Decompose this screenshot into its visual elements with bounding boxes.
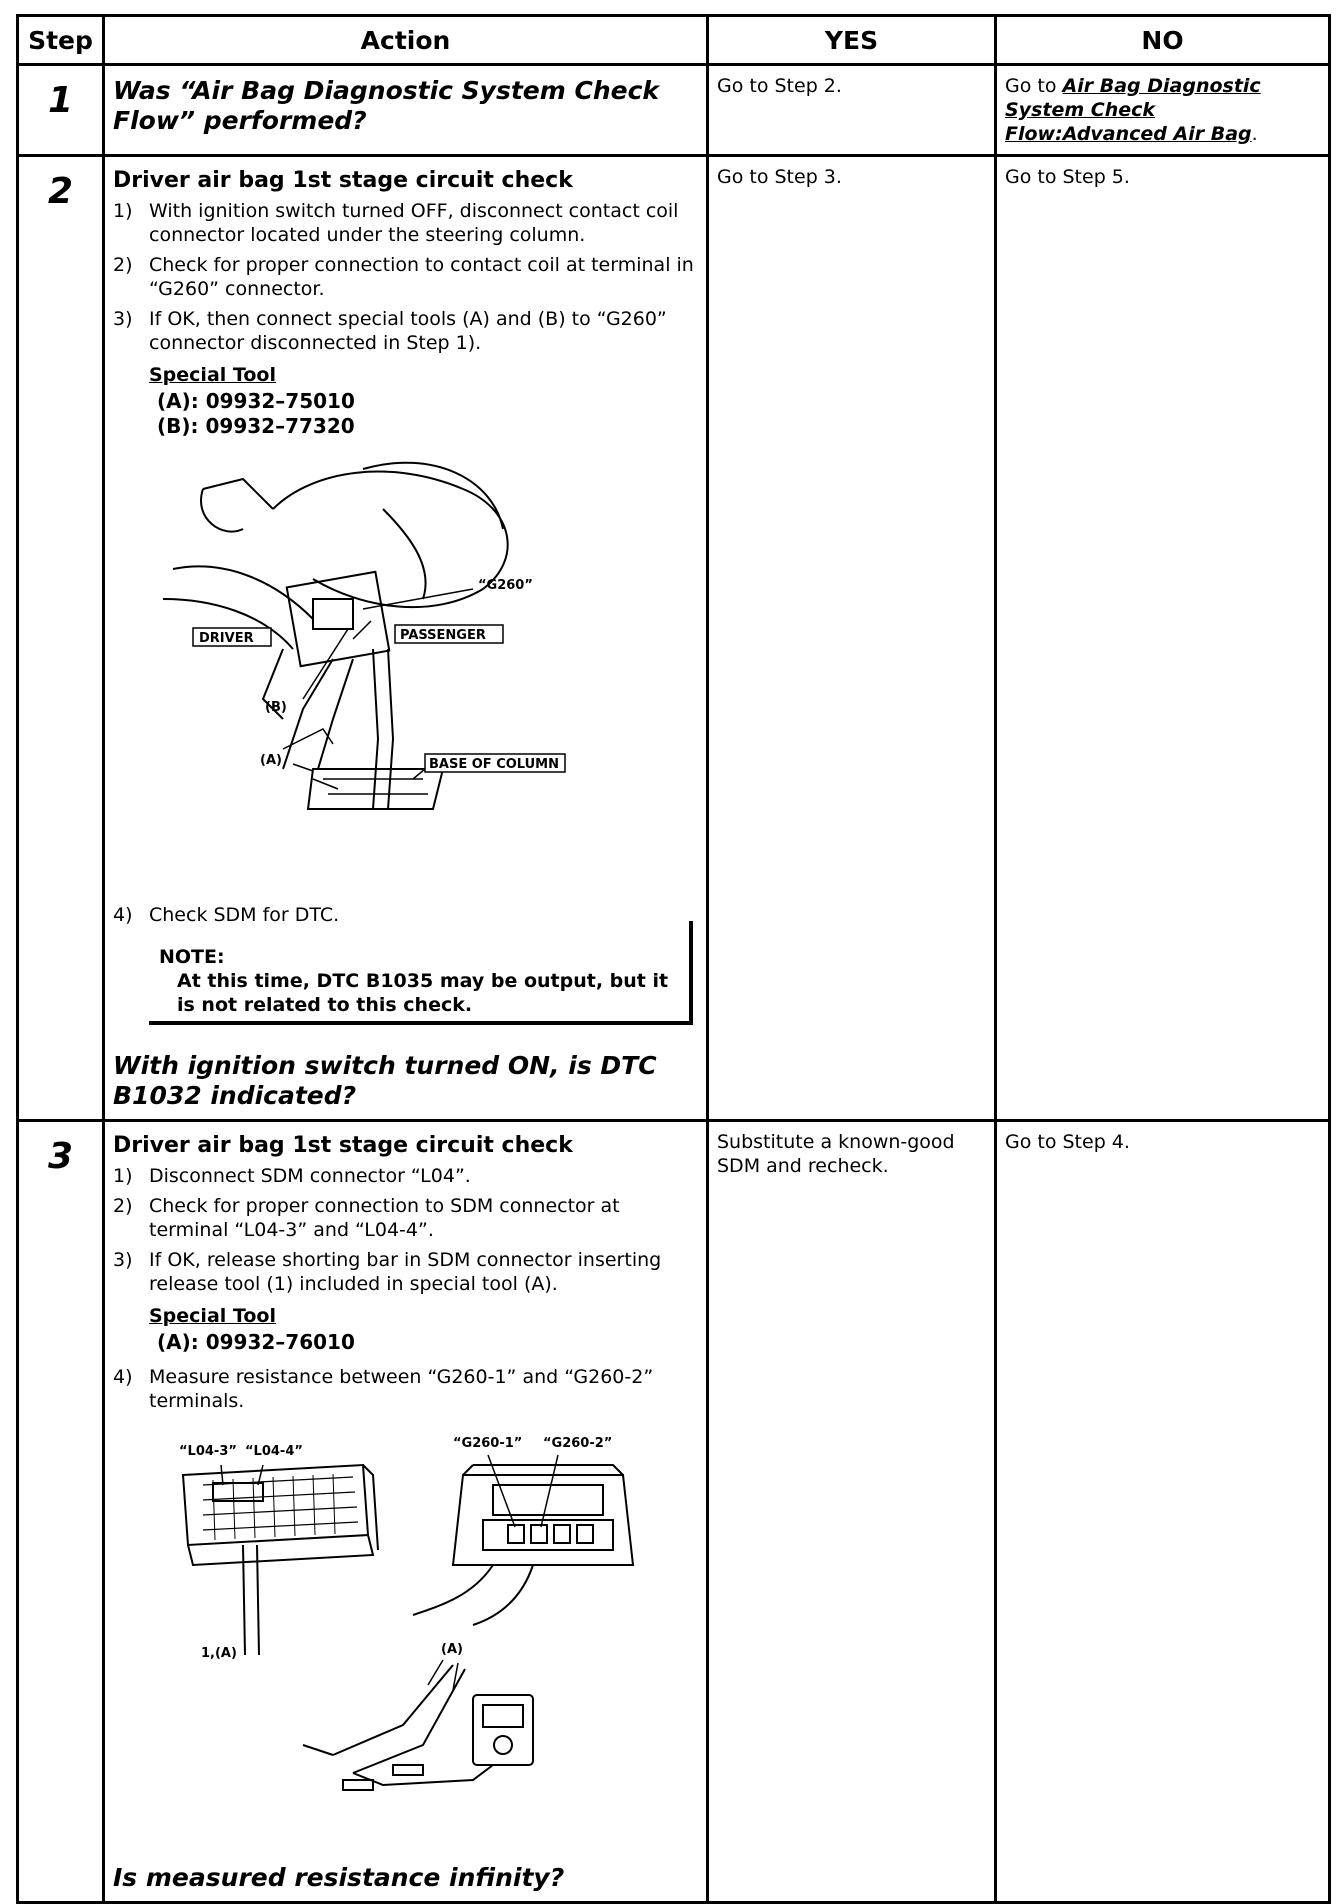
step-heading: Driver air bag 1st stage circuit check	[113, 1133, 573, 1158]
tool-number: (B): 09932–77320	[157, 414, 355, 438]
header-action: Action	[104, 16, 708, 65]
step-yes: Go to Step 2.	[708, 65, 996, 156]
list-item: 2) Check for proper connection to SDM connector at terminal “L04-3” and “L04-4”.	[113, 1195, 620, 1241]
figure-label-b: (B)	[265, 700, 287, 715]
note-body: At this time, DTC B1035 may be output, but it is not related to this check.	[177, 970, 669, 1016]
check-flow-link[interactable]: Air Bag Diagnostic System Check Flow:Advanced Air Bag	[1005, 75, 1261, 145]
header-no: NO	[996, 16, 1330, 65]
step-no: Go to Step 4.	[996, 1121, 1330, 1903]
step-row-2	[18, 156, 1330, 1121]
special-tool	[149, 1302, 698, 1355]
figure-label-driver: DRIVER	[199, 631, 254, 646]
figure-label-tool-1: 1,(A)	[201, 1646, 237, 1661]
step-action	[104, 1121, 708, 1903]
step-number: 3	[18, 1121, 104, 1903]
list-item: 1) With ignition switch turned OFF, disconnect contact coil connector located under the steering column.	[113, 200, 679, 246]
diagnostic-table	[16, 14, 1331, 1904]
step-heading: Driver air bag 1st stage circuit check	[113, 168, 573, 193]
step-row-3	[18, 1121, 1330, 1903]
figure-label-g260: “G260”	[478, 578, 533, 593]
special-tool-title: Special Tool	[149, 364, 276, 386]
note-box	[149, 941, 693, 1025]
connector-measurement-diagram	[153, 1425, 713, 1845]
special-tool	[149, 361, 698, 439]
procedure-list	[113, 1365, 698, 1413]
step-question: With ignition switch turned ON, is DTC B1032 indicated?	[113, 1051, 657, 1110]
figure-label-a: (A)	[441, 1642, 463, 1657]
figure-label-l04-4: “L04-4”	[245, 1444, 303, 1459]
header-yes: YES	[708, 16, 996, 65]
step-action	[104, 156, 708, 1121]
header-step: Step	[18, 16, 104, 65]
special-tool-title: Special Tool	[149, 1305, 276, 1327]
figure-label-l04-3: “L04-3”	[179, 1444, 237, 1459]
list-item: 3) If OK, release shorting bar in SDM connector inserting release tool (1) included in special tool (A).	[113, 1249, 662, 1295]
list-item: 1) Disconnect SDM connector “L04”.	[113, 1165, 471, 1187]
figure-label-g260-2: “G260-2”	[543, 1436, 613, 1451]
steering-column-diagram	[133, 449, 693, 899]
figure-label-passenger: PASSENGER	[400, 628, 486, 643]
list-item: 4) Measure resistance between “G260-1” and “G260-2” terminals.	[113, 1366, 654, 1412]
tool-number: (A): 09932–75010	[157, 389, 355, 413]
figure-label-g260-1: “G260-1”	[453, 1436, 523, 1451]
step-row-1	[18, 65, 1330, 156]
step-no: Go to Step 5.	[996, 156, 1330, 1121]
list-item: 4) Check SDM for DTC.	[113, 904, 340, 926]
step-question: Was “Air Bag Diagnostic System Check Flow” performed?	[113, 76, 660, 135]
list-item: 3) If OK, then connect special tools (A) and (B) to “G260” connector disconnected in Step 1).	[113, 308, 667, 354]
step-no	[996, 65, 1330, 156]
header-row	[18, 16, 1330, 65]
step-yes: Go to Step 3.	[708, 156, 996, 1121]
note-title: NOTE:	[159, 946, 225, 968]
step-yes: Substitute a known-good SDM and recheck.	[708, 1121, 996, 1903]
no-prefix: Go to	[1005, 75, 1063, 97]
tool-number: (A): 09932–76010	[157, 1330, 355, 1354]
step-question: Is measured resistance infinity?	[113, 1863, 565, 1892]
step-number: 2	[18, 156, 104, 1121]
step-action	[104, 65, 708, 156]
procedure-list	[113, 1164, 698, 1296]
procedure-list	[113, 903, 698, 927]
no-suffix: .	[1251, 123, 1258, 145]
figure-label-a: (A)	[260, 753, 282, 768]
list-item: 2) Check for proper connection to contact coil at terminal in “G260” connector.	[113, 254, 694, 300]
figure-label-base: BASE OF COLUMN	[429, 757, 559, 772]
step-number: 1	[18, 65, 104, 156]
procedure-list	[113, 199, 698, 355]
